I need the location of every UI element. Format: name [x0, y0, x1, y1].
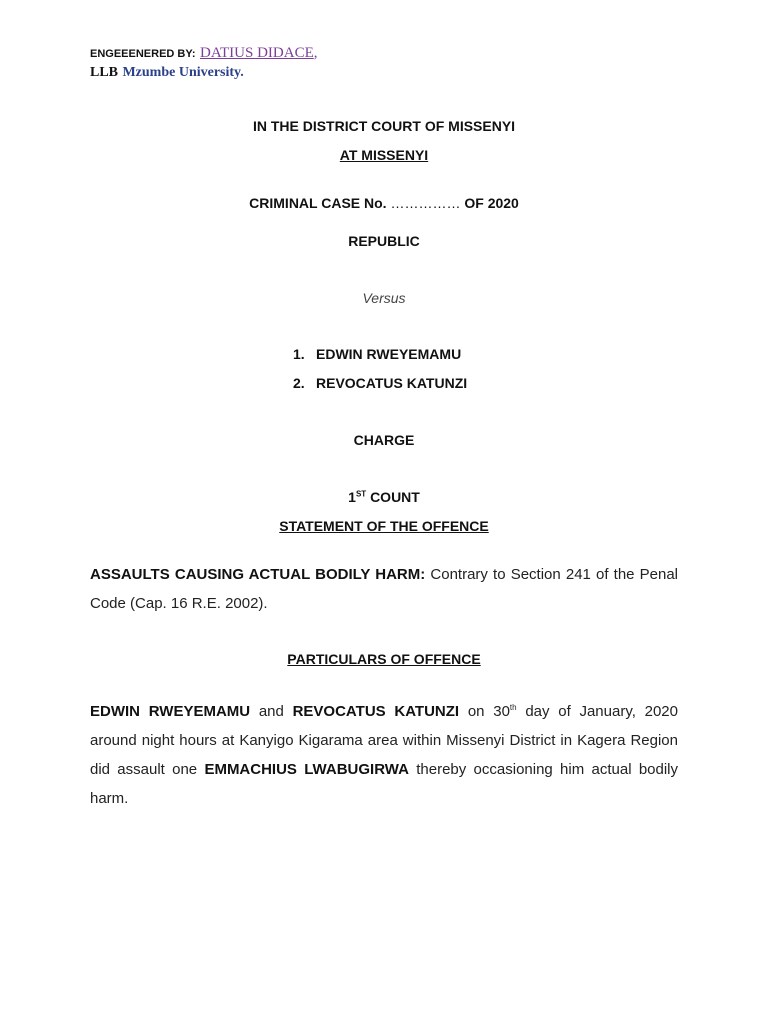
- offence-colon: :: [420, 566, 426, 583]
- author-header: [90, 44, 318, 82]
- count-number: 1: [348, 489, 356, 505]
- accused-item: [293, 346, 461, 362]
- accused-name: REVOCATUS KATUNZI: [316, 375, 468, 391]
- degree-label: LLB: [90, 65, 119, 80]
- author-name-link[interactable]: DATIUS DIDACE: [200, 45, 314, 61]
- accused-number: 1.: [293, 346, 305, 362]
- charge-title: CHARGE: [353, 432, 415, 448]
- offence-text: Contrary to Section 241 of the Penal Code (Cap. 16 R.E. 2002).: [90, 566, 679, 612]
- statement-paragraph: [90, 560, 678, 618]
- statement-heading: STATEMENT OF THE OFFENCE: [279, 518, 489, 534]
- case-suffix: OF 2020: [464, 195, 519, 211]
- particulars-on: on 30: [459, 703, 510, 720]
- accused-name: EDWIN RWEYEMAMU: [316, 346, 462, 362]
- particulars-heading: PARTICULARS OF OFFENCE: [287, 651, 481, 667]
- accused-number: 2.: [293, 375, 305, 391]
- particulars-text-2: thereby occasioning him actual bodily harm.: [90, 761, 679, 807]
- case-number: [0, 195, 768, 211]
- accused-item: [293, 375, 467, 391]
- particulars-ordinal: th: [509, 703, 517, 712]
- engineered-by-label: ENGEEENERED BY:: [90, 48, 196, 60]
- court-location: AT MISSENYI: [339, 147, 429, 163]
- university-label: Mzumbe University.: [122, 65, 244, 80]
- particulars-accused-1: EDWIN RWEYEMAMU: [90, 703, 251, 720]
- case-dots: ……………: [390, 195, 461, 211]
- particulars-accused-2: REVOCATUS KATUNZI: [292, 703, 460, 720]
- victim-name: EMMACHIUS LWABUGIRWA: [204, 761, 409, 778]
- offence-name: ASSAULTS CAUSING ACTUAL BODILY HARM: [90, 566, 421, 583]
- court-name: IN THE DISTRICT COURT OF MISSENYI: [252, 118, 516, 134]
- author-comma: ,: [313, 45, 318, 61]
- particulars-and: and: [250, 703, 293, 720]
- prosecutor: REPUBLIC: [348, 233, 420, 249]
- particulars-text-1: day of January, 2020 around night hours at Kanyigo Kigarama area within Missenyi District in Kagera Region did assault one: [90, 703, 678, 778]
- versus-label: Versus: [362, 290, 406, 306]
- count-ordinal: ST: [355, 489, 367, 499]
- particulars-paragraph: [90, 693, 678, 813]
- case-prefix: CRIMINAL CASE No.: [249, 195, 387, 211]
- count-word: COUNT: [370, 489, 420, 505]
- count-heading: [0, 489, 768, 505]
